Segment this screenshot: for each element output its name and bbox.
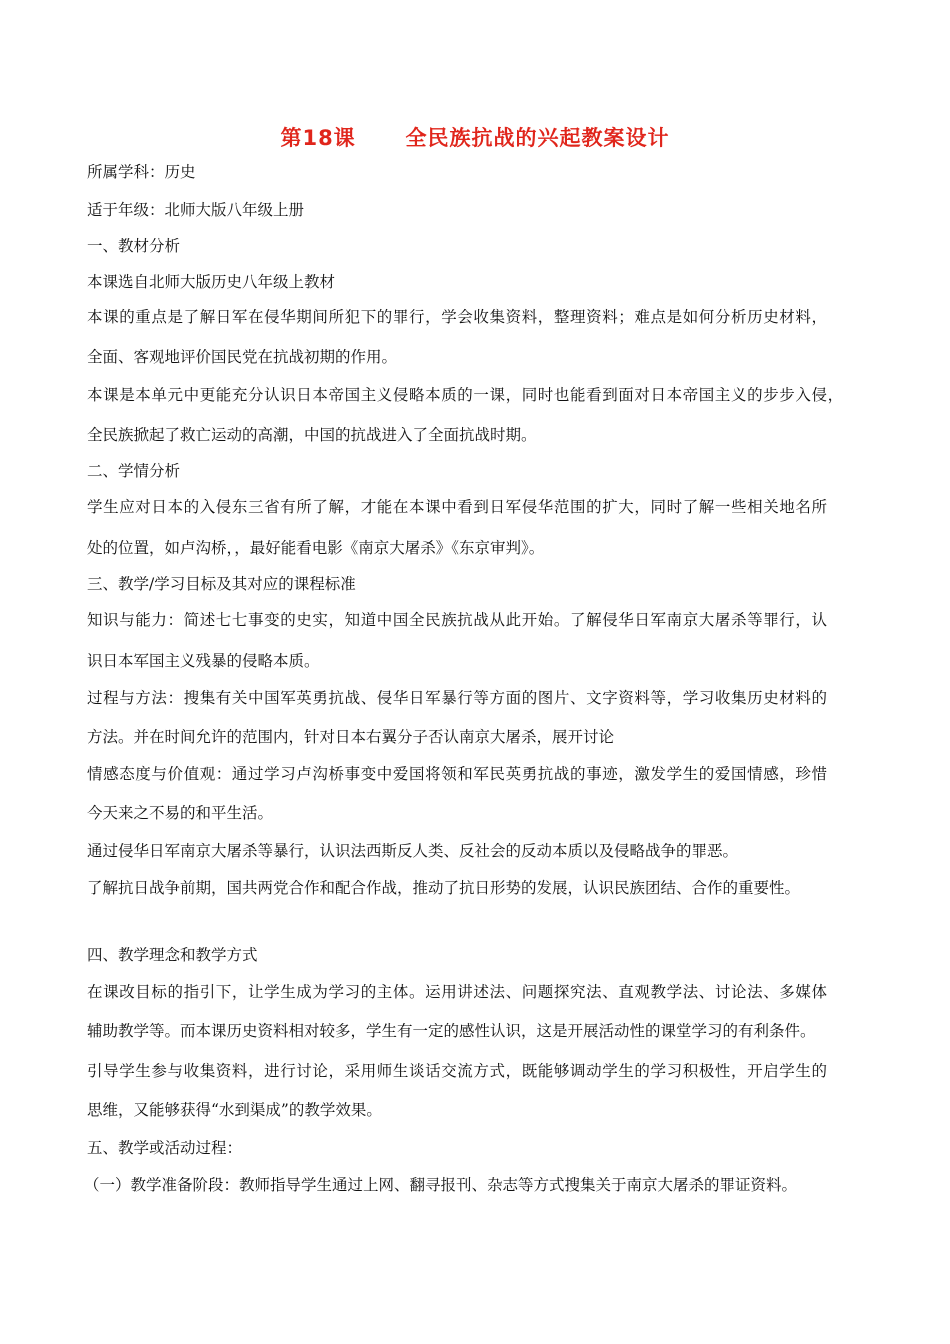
text-line: 本课是本单元中更能充分认识日本帝国主义侵略本质的一课，同时也能看到面对日本帝国主义的步步入侵， [87, 386, 844, 404]
text-line: 引导学生参与收集资料，进行讨论，采用师生谈话交流方式，既能够调动学生的学习积极性，开启学生的 [87, 1062, 828, 1080]
text-line: 本课选自北师大版历史八年级上教材 [87, 273, 336, 291]
text-line: 辅助教学等。而本课历史资料相对较多，学生有一定的感性认识，这是开展活动性的课堂学习的有利条件。 [87, 1022, 816, 1040]
section-heading-textbook: 一、教材分析 [87, 237, 181, 255]
text-line-subject: 所属学科：历史 [87, 163, 196, 181]
text-line: 识日本军国主义残暴的侵略本质。 [87, 652, 320, 670]
text-line: 通过侵华日军南京大屠杀等暴行，认识法西斯反人类、反社会的反动本质以及侵略战争的罪恶。 [87, 842, 739, 860]
text-line: 知识与能力：简述七七事变的史实，知道中国全民族抗战从此开始。了解侵华日军南京大屠杀等罪行，认 [87, 611, 828, 629]
section-heading-students: 二、学情分析 [87, 462, 181, 480]
text-line: 本课的重点是了解日军在侵华期间所犯下的罪行，学会收集资料，整理资料；难点是如何分析历史材料， [87, 308, 828, 326]
text-line-grade: 适于年级：北师大版八年级上册 [87, 201, 305, 219]
text-line: 处的位置，如卢沟桥，，最好能看电影《南京大屠杀》《东京审判》。 [87, 539, 545, 557]
text-line: 学生应对日本的入侵东三省有所了解，才能在本课中看到日军侵华范围的扩大，同时了解一些相关地名所 [87, 498, 828, 516]
page-title: 第18课 全民族抗战的兴起教案设计 [280, 126, 670, 150]
text-line: 今天来之不易的和平生活。 [87, 804, 274, 822]
section-heading-objectives: 三、教学/学习目标及其对应的课程标准 [87, 575, 356, 593]
text-line: 情感态度与价值观：通过学习卢沟桥事变中爱国将领和军民英勇抗战的事迹，激发学生的爱国情感，珍惜 [87, 765, 828, 783]
text-line: 全面、客观地评价国民党在抗战初期的作用。 [87, 348, 398, 366]
text-line: 全民族掀起了救亡运动的高潮，中国的抗战进入了全面抗战时期。 [87, 426, 537, 444]
section-heading-process: 五、教学或活动过程： [87, 1139, 243, 1157]
text-line: 过程与方法：搜集有关中国军英勇抗战、侵华日军暴行等方面的图片、文字资料等，学习收集历史材料的 [87, 689, 828, 707]
text-line: 方法。并在时间允许的范围内，针对日本右翼分子否认南京大屠杀，展开讨论 [87, 728, 615, 746]
section-heading-philosophy: 四、教学理念和教学方式 [87, 946, 258, 964]
text-line: （一）教学准备阶段：教师指导学生通过上网、翻寻报刊、杂志等方式搜集关于南京大屠杀的罪证资料。 [84, 1176, 798, 1194]
text-line: 了解抗日战争前期，国共两党合作和配合作战，推动了抗日形势的发展，认识民族团结、合作的重要性。 [87, 879, 801, 897]
text-line: 思维，又能够获得“水到渠成”的教学效果。 [87, 1101, 382, 1119]
text-line: 在课改目标的指引下，让学生成为学习的主体。运用讲述法、问题探究法、直观教学法、讨论法、多媒体 [87, 983, 828, 1001]
